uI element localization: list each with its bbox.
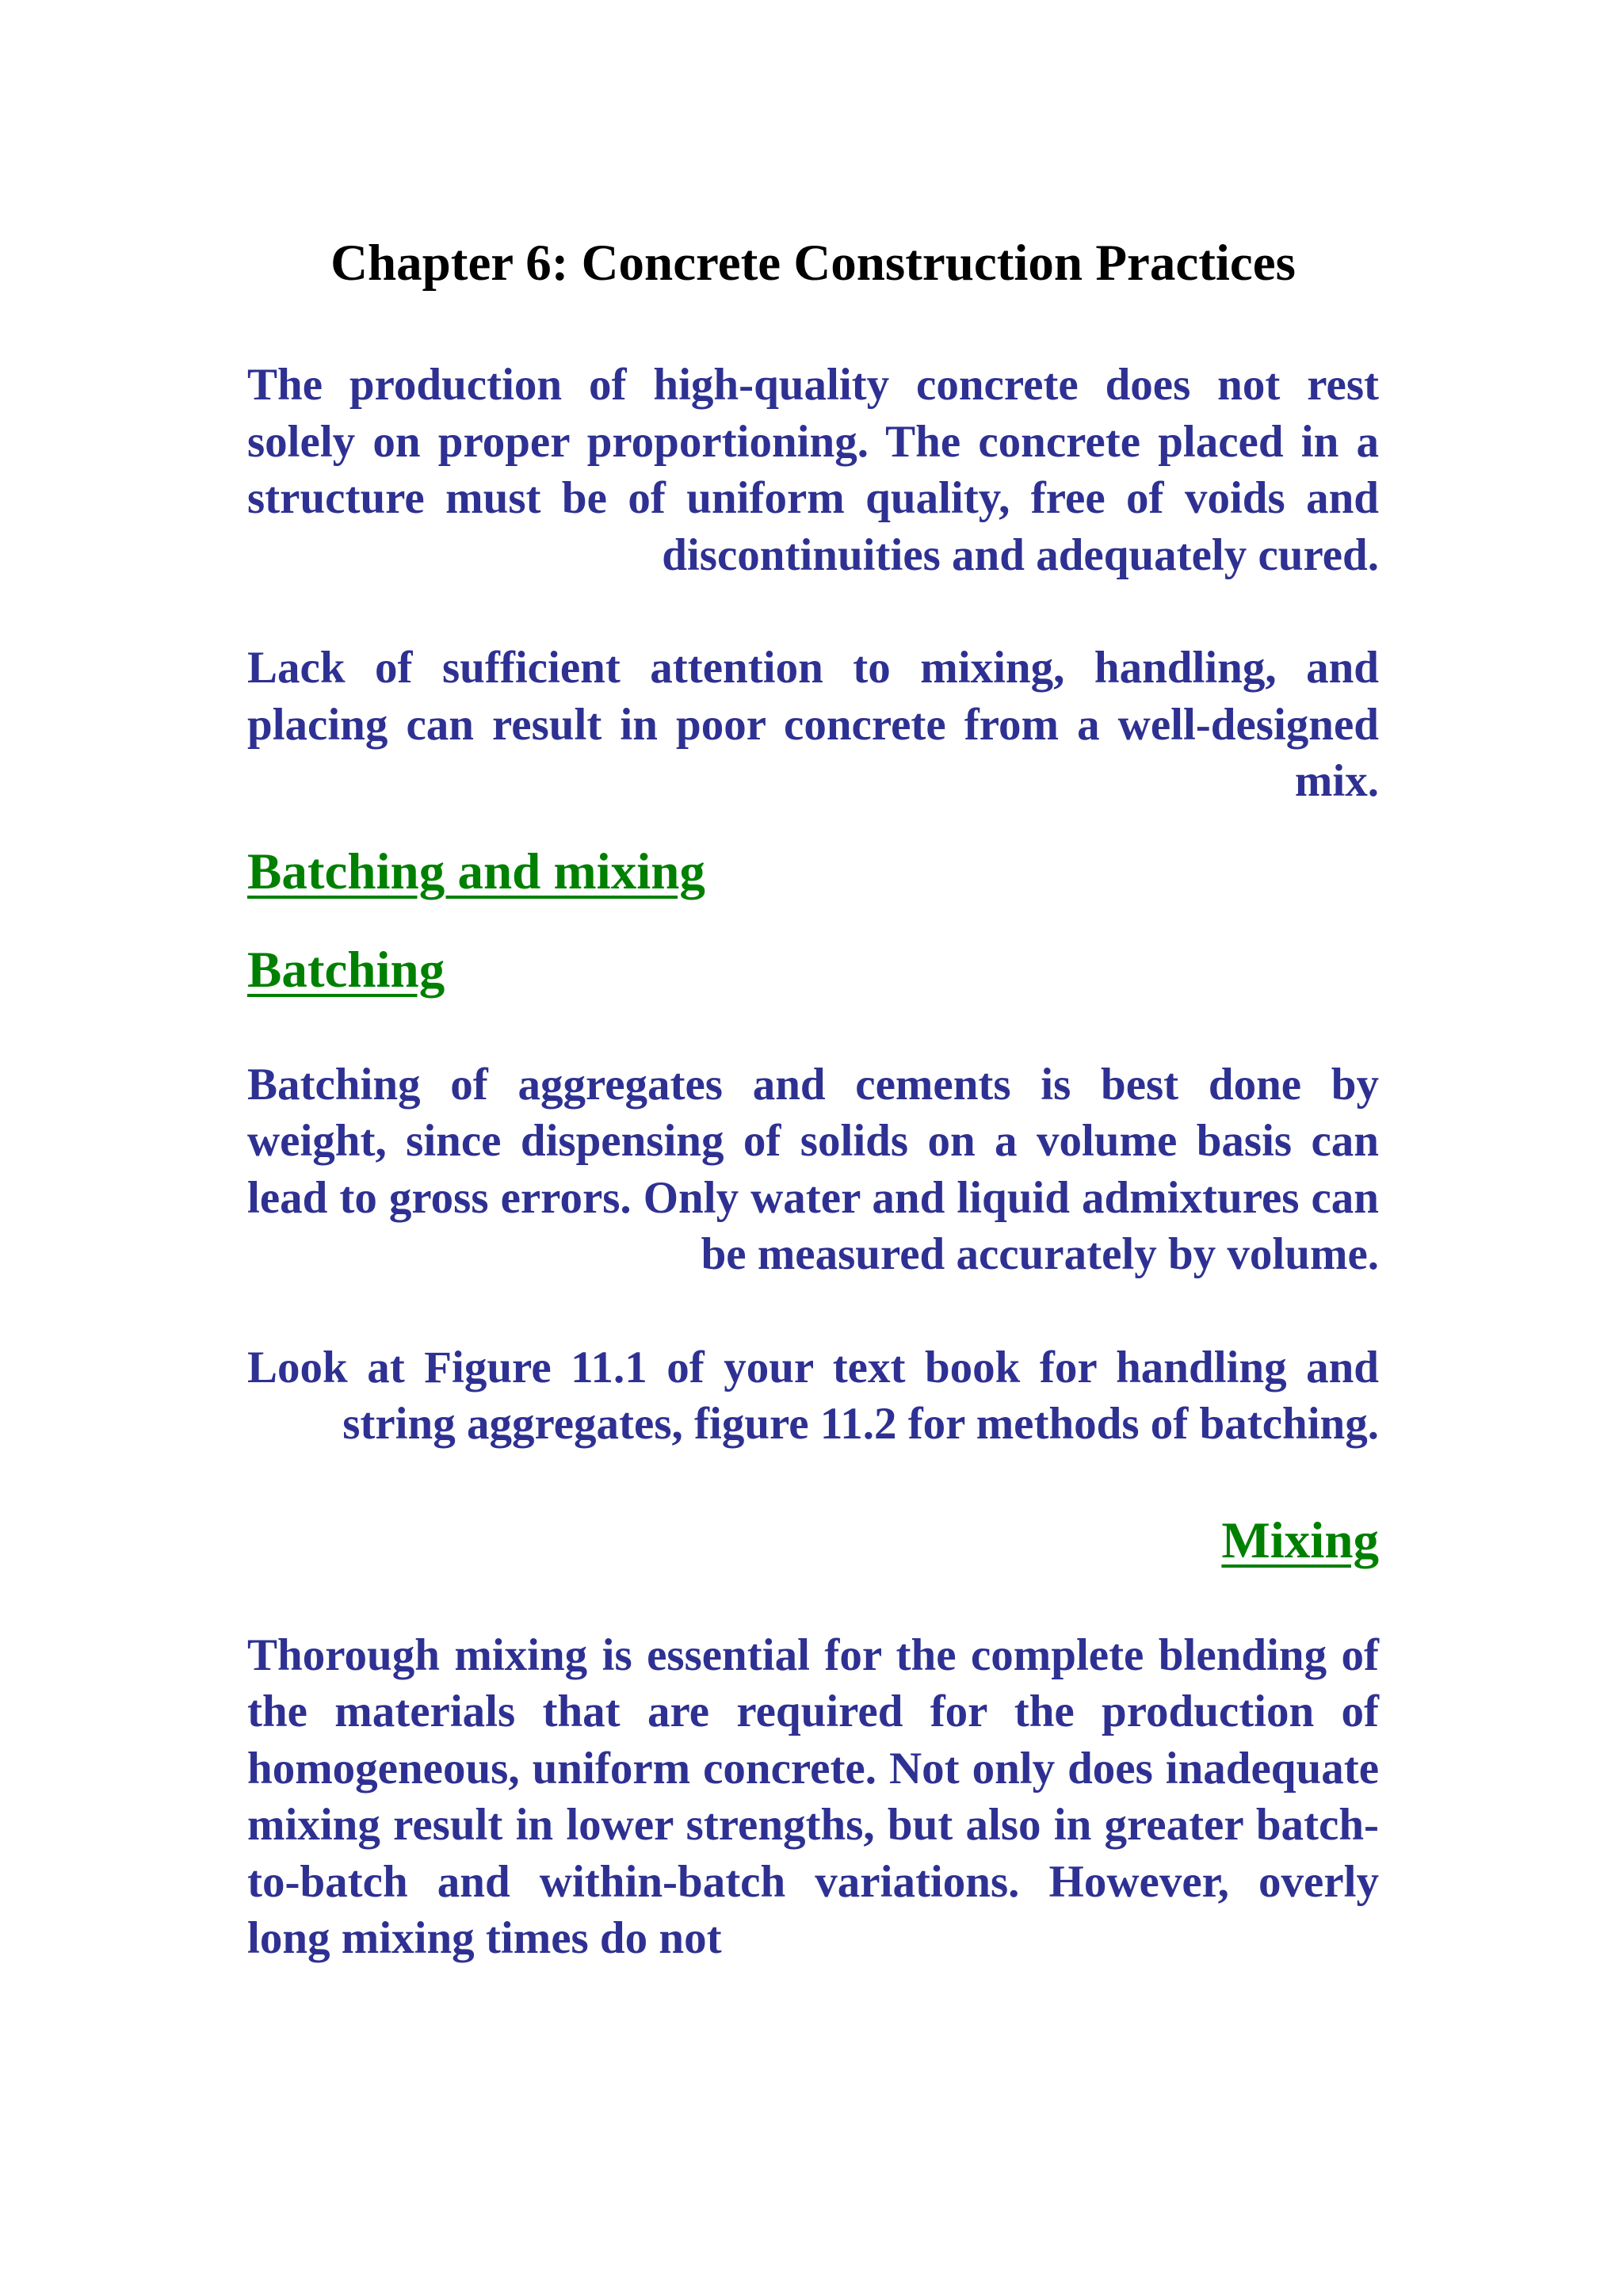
section-heading-batching-and-mixing: Batching and mixing (247, 842, 705, 900)
subsection-heading-batching: Batching (247, 941, 445, 999)
intro-paragraph: The production of high-quality concrete does not rest solely on proper proportioning. The concrete placed in a structure must be of uniform quality, free of voids and discontinuities and adequately cured. (247, 360, 1379, 580)
chapter-title: Chapter 6: Concrete Construction Practices (330, 235, 1296, 292)
page-content (247, 231, 1379, 1967)
mixing-paragraph: Thorough mixing is essential for the complete blending of the materials that are required for the production of homogeneous, uniform concrete. Not only does inadequate mixing result in lower strengths, but also in greater batch-to-batch and within-batch variations. However, overly long mixing times do not (247, 1629, 1379, 1963)
batching-paragraph: Batching of aggregates and cements is best done by weight, since dispensing of solids on a volume basis can lead to gross errors. Only water and liquid admixtures can be measured accurately by volume. (247, 1059, 1379, 1279)
mixing-attention-paragraph: Lack of sufficient attention to mixing, handling, and placing can result in poor concrete from a well-designed mix. (247, 643, 1379, 806)
subsection-heading-mixing: Mixing (1221, 1511, 1379, 1569)
figure-reference-paragraph: Look at Figure 11.1 of your text book for handling and string aggregates, figure 11.2 for methods of batching. (247, 1342, 1379, 1449)
